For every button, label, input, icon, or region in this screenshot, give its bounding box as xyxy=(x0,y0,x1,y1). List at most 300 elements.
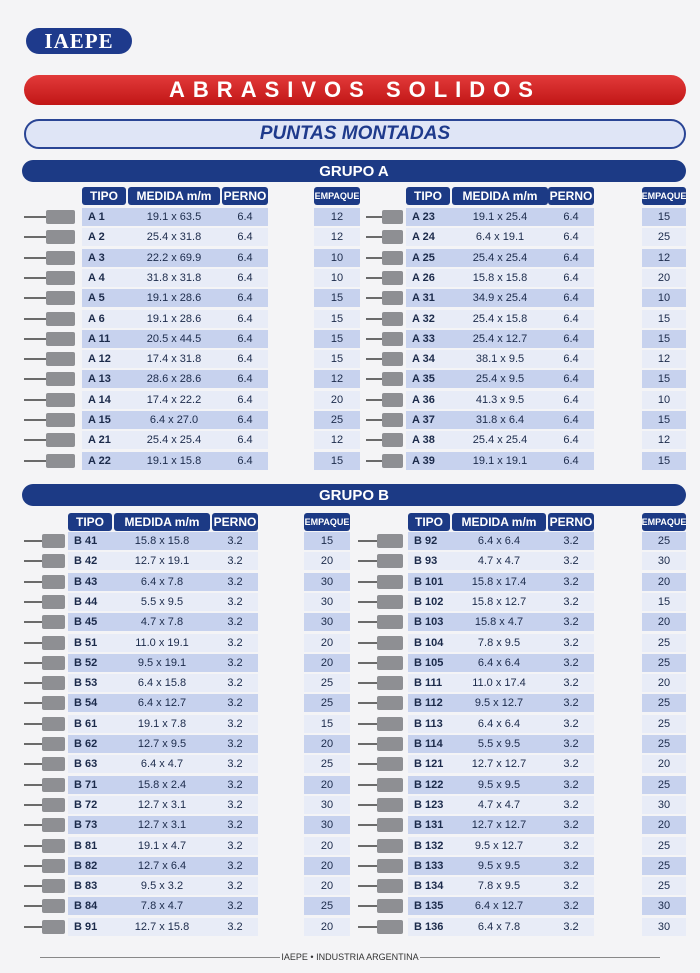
tipo-cell: A 34 xyxy=(412,353,435,366)
table-row xyxy=(0,837,700,855)
mounted-point-icon xyxy=(366,230,404,244)
tipo-cell: B 105 xyxy=(414,656,444,669)
tipo-cell: B 113 xyxy=(414,717,443,730)
empaque-cell: 15 xyxy=(657,373,671,386)
table-row xyxy=(0,796,700,814)
tipo-cell: B 54 xyxy=(74,697,98,710)
perno-cell: 3.2 xyxy=(227,778,243,791)
perno-cell: 3.2 xyxy=(227,859,243,872)
perno-cell: 3.2 xyxy=(563,717,579,730)
mounted-point-icon xyxy=(358,676,404,690)
perno-cell: 3.2 xyxy=(227,738,243,750)
mounted-point-icon xyxy=(366,291,404,305)
perno-cell: 3.2 xyxy=(227,535,243,547)
medida-cell: 25.4 x 25.4 xyxy=(472,251,528,264)
perno-cell: 6.4 xyxy=(563,454,579,467)
medida-cell: 15.8 x 15.8 xyxy=(472,271,528,284)
table-row xyxy=(0,330,700,348)
column-header-tipo: TIPO xyxy=(406,187,450,205)
tipo-cell: B 111 xyxy=(414,677,443,690)
tool-head xyxy=(377,676,403,690)
tipo-cell: A 22 xyxy=(88,454,111,467)
tipo-cell: A 1 xyxy=(88,211,105,223)
medida-cell: 17.4 x 22.2 xyxy=(146,393,202,406)
mounted-point-icon xyxy=(366,413,404,427)
table-row xyxy=(0,552,700,570)
perno-cell: 6.4 xyxy=(563,393,579,406)
medida-cell: 19.1 x 63.5 xyxy=(146,211,202,223)
tipo-cell: A 36 xyxy=(412,393,435,406)
medida-cell: 5.5 x 9.5 xyxy=(477,738,521,750)
empaque-cell: 20 xyxy=(320,920,334,933)
table-row xyxy=(0,532,700,550)
perno-cell: 3.2 xyxy=(563,616,579,629)
medida-cell: 34.9 x 25.4 xyxy=(472,292,528,305)
tipo-cell: B 52 xyxy=(74,656,98,669)
empaque-cell: 20 xyxy=(320,778,334,791)
empaque-cell: 12 xyxy=(330,434,344,447)
mounted-point-icon xyxy=(358,696,404,710)
tipo-cell: B 81 xyxy=(74,839,98,852)
column-header-perno: PERNO xyxy=(213,515,257,529)
empaque-cell: 30 xyxy=(657,555,671,568)
medida-cell: 6.4 x 6.4 xyxy=(477,535,521,547)
medida-cell: 9.5 x 12.7 xyxy=(474,697,524,710)
empaque-cell: 30 xyxy=(320,819,334,832)
perno-cell: 6.4 xyxy=(563,332,579,345)
tipo-cell: B 102 xyxy=(414,595,444,608)
perno-cell: 3.2 xyxy=(227,555,243,568)
medida-cell: 19.1 x 7.8 xyxy=(137,717,187,730)
empaque-cell: 30 xyxy=(657,798,671,811)
medida-cell: 6.4 x 12.7 xyxy=(474,900,524,913)
mounted-point-icon xyxy=(358,899,404,913)
empaque-cell: 15 xyxy=(330,292,344,305)
page-subtitle: PUNTAS MONTADAS xyxy=(24,119,686,149)
empaque-cell: 15 xyxy=(657,332,671,345)
column-header-empaque: EMPAQUE xyxy=(304,513,350,531)
perno-cell: 6.4 xyxy=(237,231,253,244)
tipo-cell: B 82 xyxy=(74,859,98,872)
tipo-cell: B 84 xyxy=(74,900,98,913)
tool-head xyxy=(382,271,403,285)
footer-label: IAEPE • INDUSTRIA ARGENTINA xyxy=(281,952,419,962)
perno-cell: 3.2 xyxy=(227,636,243,649)
mounted-point-icon xyxy=(366,433,404,447)
tool-head xyxy=(377,778,403,792)
column-header-medida: MEDIDA m/m xyxy=(452,513,546,531)
medida-cell: 19.1 x 25.4 xyxy=(472,211,528,223)
table-row xyxy=(0,370,700,388)
tipo-cell: A 23 xyxy=(412,211,435,223)
table-row xyxy=(0,715,700,733)
table-row xyxy=(0,208,700,226)
mounted-point-icon xyxy=(366,332,404,346)
tipo-cell: A 2 xyxy=(88,231,105,244)
mounted-point-icon xyxy=(358,534,404,548)
medida-cell: 15.8 x 15.8 xyxy=(134,535,190,547)
tipo-cell: A 33 xyxy=(412,332,435,345)
tipo-cell: B 136 xyxy=(414,920,444,933)
tipo-cell: A 35 xyxy=(412,373,435,386)
empaque-cell: 25 xyxy=(320,758,334,771)
tipo-cell: B 71 xyxy=(74,778,98,791)
table-row xyxy=(0,694,700,712)
empaque-cell: 25 xyxy=(657,859,671,872)
tipo-cell: B 135 xyxy=(414,900,444,913)
medida-cell: 9.5 x 3.2 xyxy=(140,880,184,893)
tipo-cell: A 5 xyxy=(88,292,105,305)
perno-cell: 6.4 xyxy=(237,332,253,345)
tipo-cell: B 93 xyxy=(414,555,438,568)
medida-cell: 12.7 x 12.7 xyxy=(471,819,527,832)
empaque-cell: 12 xyxy=(330,373,344,386)
perno-cell: 3.2 xyxy=(227,575,243,588)
medida-cell: 12.7 x 19.1 xyxy=(134,555,190,568)
tool-head xyxy=(377,595,403,609)
mounted-point-icon xyxy=(358,717,404,731)
perno-cell: 6.4 xyxy=(237,393,253,406)
perno-cell: 6.4 xyxy=(563,271,579,284)
medida-cell: 15.8 x 17.4 xyxy=(471,575,527,588)
empaque-cell: 25 xyxy=(657,636,671,649)
medida-cell: 6.4 x 19.1 xyxy=(475,231,525,244)
medida-cell: 6.4 x 6.4 xyxy=(477,656,521,669)
mounted-point-icon xyxy=(358,554,404,568)
tipo-cell: B 92 xyxy=(414,535,438,547)
medida-cell: 19.1 x 28.6 xyxy=(146,292,202,305)
empaque-cell: 25 xyxy=(657,778,671,791)
brand-logo: IAEPE xyxy=(26,28,132,54)
perno-cell: 3.2 xyxy=(563,819,579,832)
mounted-point-icon xyxy=(366,271,404,285)
tool-head xyxy=(377,920,403,934)
empaque-cell: 12 xyxy=(657,251,671,264)
empaque-cell: 25 xyxy=(657,535,671,547)
tipo-cell: B 131 xyxy=(414,819,444,832)
empaque-cell: 20 xyxy=(657,616,671,629)
table-row xyxy=(0,918,700,936)
medida-cell: 41.3 x 9.5 xyxy=(475,393,525,406)
tipo-cell: B 91 xyxy=(74,920,98,933)
perno-cell: 3.2 xyxy=(563,839,579,852)
medida-cell: 6.4 x 7.8 xyxy=(477,920,521,933)
perno-cell: 3.2 xyxy=(227,798,243,811)
empaque-cell: 15 xyxy=(330,454,344,467)
mounted-point-icon xyxy=(366,372,404,386)
mounted-point-icon xyxy=(358,859,404,873)
mounted-point-icon xyxy=(358,656,404,670)
perno-cell: 3.2 xyxy=(563,535,579,547)
medida-cell: 5.5 x 9.5 xyxy=(140,595,184,608)
mounted-point-icon xyxy=(366,352,404,366)
tipo-cell: B 61 xyxy=(74,717,98,730)
medida-cell: 25.4 x 25.4 xyxy=(146,434,202,447)
perno-cell: 3.2 xyxy=(227,819,243,832)
table-row xyxy=(0,674,700,692)
perno-cell: 6.4 xyxy=(563,353,579,366)
perno-cell: 3.2 xyxy=(563,798,579,811)
tipo-cell: A 38 xyxy=(412,434,435,447)
tipo-cell: B 51 xyxy=(74,636,98,649)
empaque-cell: 20 xyxy=(657,271,671,284)
tool-head xyxy=(377,879,403,893)
empaque-cell: 15 xyxy=(657,454,671,467)
tipo-cell: A 39 xyxy=(412,454,435,467)
tool-head xyxy=(377,554,403,568)
column-header-medida: MEDIDA m/m xyxy=(114,513,210,531)
medida-cell: 7.8 x 9.5 xyxy=(477,880,521,893)
perno-cell: 3.2 xyxy=(563,920,579,933)
table-row xyxy=(0,269,700,287)
perno-cell: 3.2 xyxy=(563,778,579,791)
perno-cell: 3.2 xyxy=(563,900,579,913)
empaque-cell: 15 xyxy=(330,332,344,345)
tool-head xyxy=(377,839,403,853)
empaque-cell: 15 xyxy=(657,312,671,325)
tipo-cell: B 112 xyxy=(414,697,443,710)
empaque-cell: 12 xyxy=(657,353,671,366)
table-row xyxy=(0,228,700,246)
empaque-cell: 10 xyxy=(330,251,344,264)
empaque-cell: 12 xyxy=(330,231,344,244)
table-row xyxy=(0,634,700,652)
perno-cell: 3.2 xyxy=(563,575,579,588)
tipo-cell: B 45 xyxy=(74,616,98,629)
medida-cell: 22.2 x 69.9 xyxy=(146,251,202,264)
medida-cell: 15.8 x 12.7 xyxy=(471,595,527,608)
perno-cell: 6.4 xyxy=(237,312,253,325)
tipo-cell: A 26 xyxy=(412,271,435,284)
perno-cell: 6.4 xyxy=(237,271,253,284)
perno-cell: 6.4 xyxy=(237,211,253,223)
medida-cell: 38.1 x 9.5 xyxy=(475,353,525,366)
column-header-empaque: EMPAQUE xyxy=(642,187,686,205)
tool-head xyxy=(377,636,403,650)
empaque-cell: 15 xyxy=(657,414,671,426)
perno-cell: 3.2 xyxy=(227,616,243,629)
empaque-cell: 20 xyxy=(330,393,344,406)
page-title: ABRASIVOS SOLIDOS xyxy=(24,75,686,105)
medida-cell: 25.4 x 31.8 xyxy=(146,231,202,244)
perno-cell: 3.2 xyxy=(227,880,243,893)
tipo-cell: B 133 xyxy=(414,859,444,872)
tipo-cell: A 31 xyxy=(412,292,435,305)
column-header-perno: PERNO xyxy=(223,189,267,203)
medida-cell: 19.1 x 15.8 xyxy=(146,454,202,467)
medida-cell: 9.5 x 19.1 xyxy=(137,656,187,669)
tool-head xyxy=(382,413,403,427)
table-row xyxy=(0,289,700,307)
table-row xyxy=(0,350,700,368)
empaque-cell: 30 xyxy=(320,595,334,608)
tipo-cell: B 53 xyxy=(74,677,98,690)
tipo-cell: A 14 xyxy=(88,393,111,406)
perno-cell: 3.2 xyxy=(227,758,243,771)
group-header: GRUPO A xyxy=(22,160,686,182)
table-row xyxy=(0,897,700,915)
table-row xyxy=(0,391,700,409)
perno-cell: 3.2 xyxy=(227,717,243,730)
perno-cell: 6.4 xyxy=(237,434,253,447)
empaque-cell: 12 xyxy=(657,434,671,447)
tipo-cell: A 25 xyxy=(412,251,435,264)
medida-cell: 6.4 x 27.0 xyxy=(149,414,199,426)
mounted-point-icon xyxy=(358,778,404,792)
empaque-cell: 25 xyxy=(657,656,671,669)
tool-head xyxy=(377,696,403,710)
tool-head xyxy=(382,291,403,305)
perno-cell: 6.4 xyxy=(563,373,579,386)
table-row xyxy=(0,735,700,753)
tool-head xyxy=(377,859,403,873)
tipo-cell: B 132 xyxy=(414,839,444,852)
perno-cell: 3.2 xyxy=(563,555,579,568)
empaque-cell: 20 xyxy=(320,555,334,568)
medida-cell: 6.4 x 4.7 xyxy=(140,758,184,771)
medida-cell: 9.5 x 9.5 xyxy=(477,778,521,791)
medida-cell: 15.8 x 4.7 xyxy=(474,616,524,629)
empaque-cell: 15 xyxy=(657,211,671,223)
footer-text xyxy=(0,952,700,962)
tool-head xyxy=(382,230,403,244)
perno-cell: 6.4 xyxy=(563,434,579,447)
perno-cell: 6.4 xyxy=(563,231,579,244)
empaque-cell: 25 xyxy=(657,839,671,852)
medida-cell: 31.8 x 6.4 xyxy=(475,414,525,426)
tipo-cell: B 122 xyxy=(414,778,444,791)
perno-cell: 6.4 xyxy=(563,312,579,325)
perno-cell: 3.2 xyxy=(563,738,579,750)
tipo-cell: B 42 xyxy=(74,555,98,568)
tipo-cell: A 21 xyxy=(88,434,111,447)
medida-cell: 6.4 x 15.8 xyxy=(137,677,187,690)
medida-cell: 11.0 x 17.4 xyxy=(472,677,526,690)
tipo-cell: B 43 xyxy=(74,575,98,588)
table-row xyxy=(0,877,700,895)
mounted-point-icon xyxy=(358,636,404,650)
perno-cell: 3.2 xyxy=(227,677,243,690)
empaque-cell: 20 xyxy=(657,819,671,832)
mounted-point-icon xyxy=(358,595,404,609)
empaque-cell: 12 xyxy=(330,211,344,223)
table-row xyxy=(0,816,700,834)
column-header-tipo: TIPO xyxy=(408,513,450,531)
perno-cell: 3.2 xyxy=(227,900,243,913)
medida-cell: 20.5 x 44.5 xyxy=(146,332,202,345)
medida-cell: 15.8 x 2.4 xyxy=(137,778,187,791)
tool-head xyxy=(377,534,403,548)
medida-cell: 9.5 x 12.7 xyxy=(474,839,524,852)
mounted-point-icon xyxy=(358,839,404,853)
empaque-cell: 10 xyxy=(657,393,671,406)
tool-head xyxy=(382,332,403,346)
empaque-cell: 20 xyxy=(320,636,334,649)
tipo-cell: B 83 xyxy=(74,880,98,893)
tipo-cell: B 121 xyxy=(414,758,444,771)
tipo-cell: B 62 xyxy=(74,738,98,750)
medida-cell: 4.7 x 7.8 xyxy=(140,616,184,629)
tipo-cell: B 73 xyxy=(74,819,98,832)
perno-cell: 6.4 xyxy=(237,373,253,386)
table-row xyxy=(0,654,700,672)
perno-cell: 6.4 xyxy=(563,414,579,426)
tipo-cell: B 44 xyxy=(74,595,98,608)
medida-cell: 9.5 x 9.5 xyxy=(477,859,521,872)
perno-cell: 6.4 xyxy=(237,251,253,264)
tool-head xyxy=(382,352,403,366)
column-header-tipo: TIPO xyxy=(82,187,126,205)
table-row xyxy=(0,431,700,449)
tool-head xyxy=(377,575,403,589)
column-header-empaque: EMPAQUE xyxy=(314,187,360,205)
medida-cell: 19.1 x 19.1 xyxy=(472,454,528,467)
perno-cell: 3.2 xyxy=(563,880,579,893)
perno-cell: 6.4 xyxy=(563,211,579,223)
medida-cell: 25.4 x 25.4 xyxy=(472,434,528,447)
perno-cell: 6.4 xyxy=(237,414,253,426)
table-row xyxy=(0,857,700,875)
mounted-point-icon xyxy=(366,312,404,326)
tool-head xyxy=(377,717,403,731)
medida-cell: 25.4 x 12.7 xyxy=(472,332,528,345)
tipo-cell: A 12 xyxy=(88,353,111,366)
table-row xyxy=(0,452,700,470)
tool-head xyxy=(377,757,403,771)
tipo-cell: B 63 xyxy=(74,758,98,771)
perno-cell: 3.2 xyxy=(563,636,579,649)
column-header-empaque: EMPAQUE xyxy=(642,513,686,531)
empaque-cell: 20 xyxy=(320,839,334,852)
medida-cell: 25.4 x 15.8 xyxy=(472,312,528,325)
tool-head xyxy=(377,656,403,670)
medida-cell: 7.8 x 4.7 xyxy=(140,900,184,913)
empaque-cell: 10 xyxy=(657,292,671,305)
tool-head xyxy=(382,393,403,407)
mounted-point-icon xyxy=(366,454,404,468)
mounted-point-icon xyxy=(358,798,404,812)
tipo-cell: B 101 xyxy=(414,575,444,588)
table-row xyxy=(0,755,700,773)
mounted-point-icon xyxy=(366,251,404,265)
tool-head xyxy=(382,454,403,468)
empaque-cell: 25 xyxy=(320,697,334,710)
tool-head xyxy=(377,737,403,751)
table-row xyxy=(0,593,700,611)
perno-cell: 3.2 xyxy=(563,656,579,669)
tipo-cell: B 103 xyxy=(414,616,444,629)
tool-head xyxy=(377,615,403,629)
table-row xyxy=(0,249,700,267)
empaque-cell: 15 xyxy=(657,595,671,608)
empaque-cell: 25 xyxy=(330,414,344,426)
tool-head xyxy=(377,899,403,913)
tool-head xyxy=(382,210,403,224)
medida-cell: 31.8 x 31.8 xyxy=(146,271,202,284)
empaque-cell: 10 xyxy=(330,271,344,284)
tipo-cell: B 123 xyxy=(414,798,444,811)
tipo-cell: A 15 xyxy=(88,414,111,426)
empaque-cell: 15 xyxy=(320,717,334,730)
medida-cell: 7.8 x 9.5 xyxy=(477,636,521,649)
medida-cell: 12.7 x 15.8 xyxy=(134,920,190,933)
tipo-cell: A 3 xyxy=(88,251,105,264)
perno-cell: 3.2 xyxy=(227,595,243,608)
tipo-cell: B 104 xyxy=(414,636,444,649)
mounted-point-icon xyxy=(358,737,404,751)
perno-cell: 3.2 xyxy=(563,697,579,710)
table-row xyxy=(0,776,700,794)
